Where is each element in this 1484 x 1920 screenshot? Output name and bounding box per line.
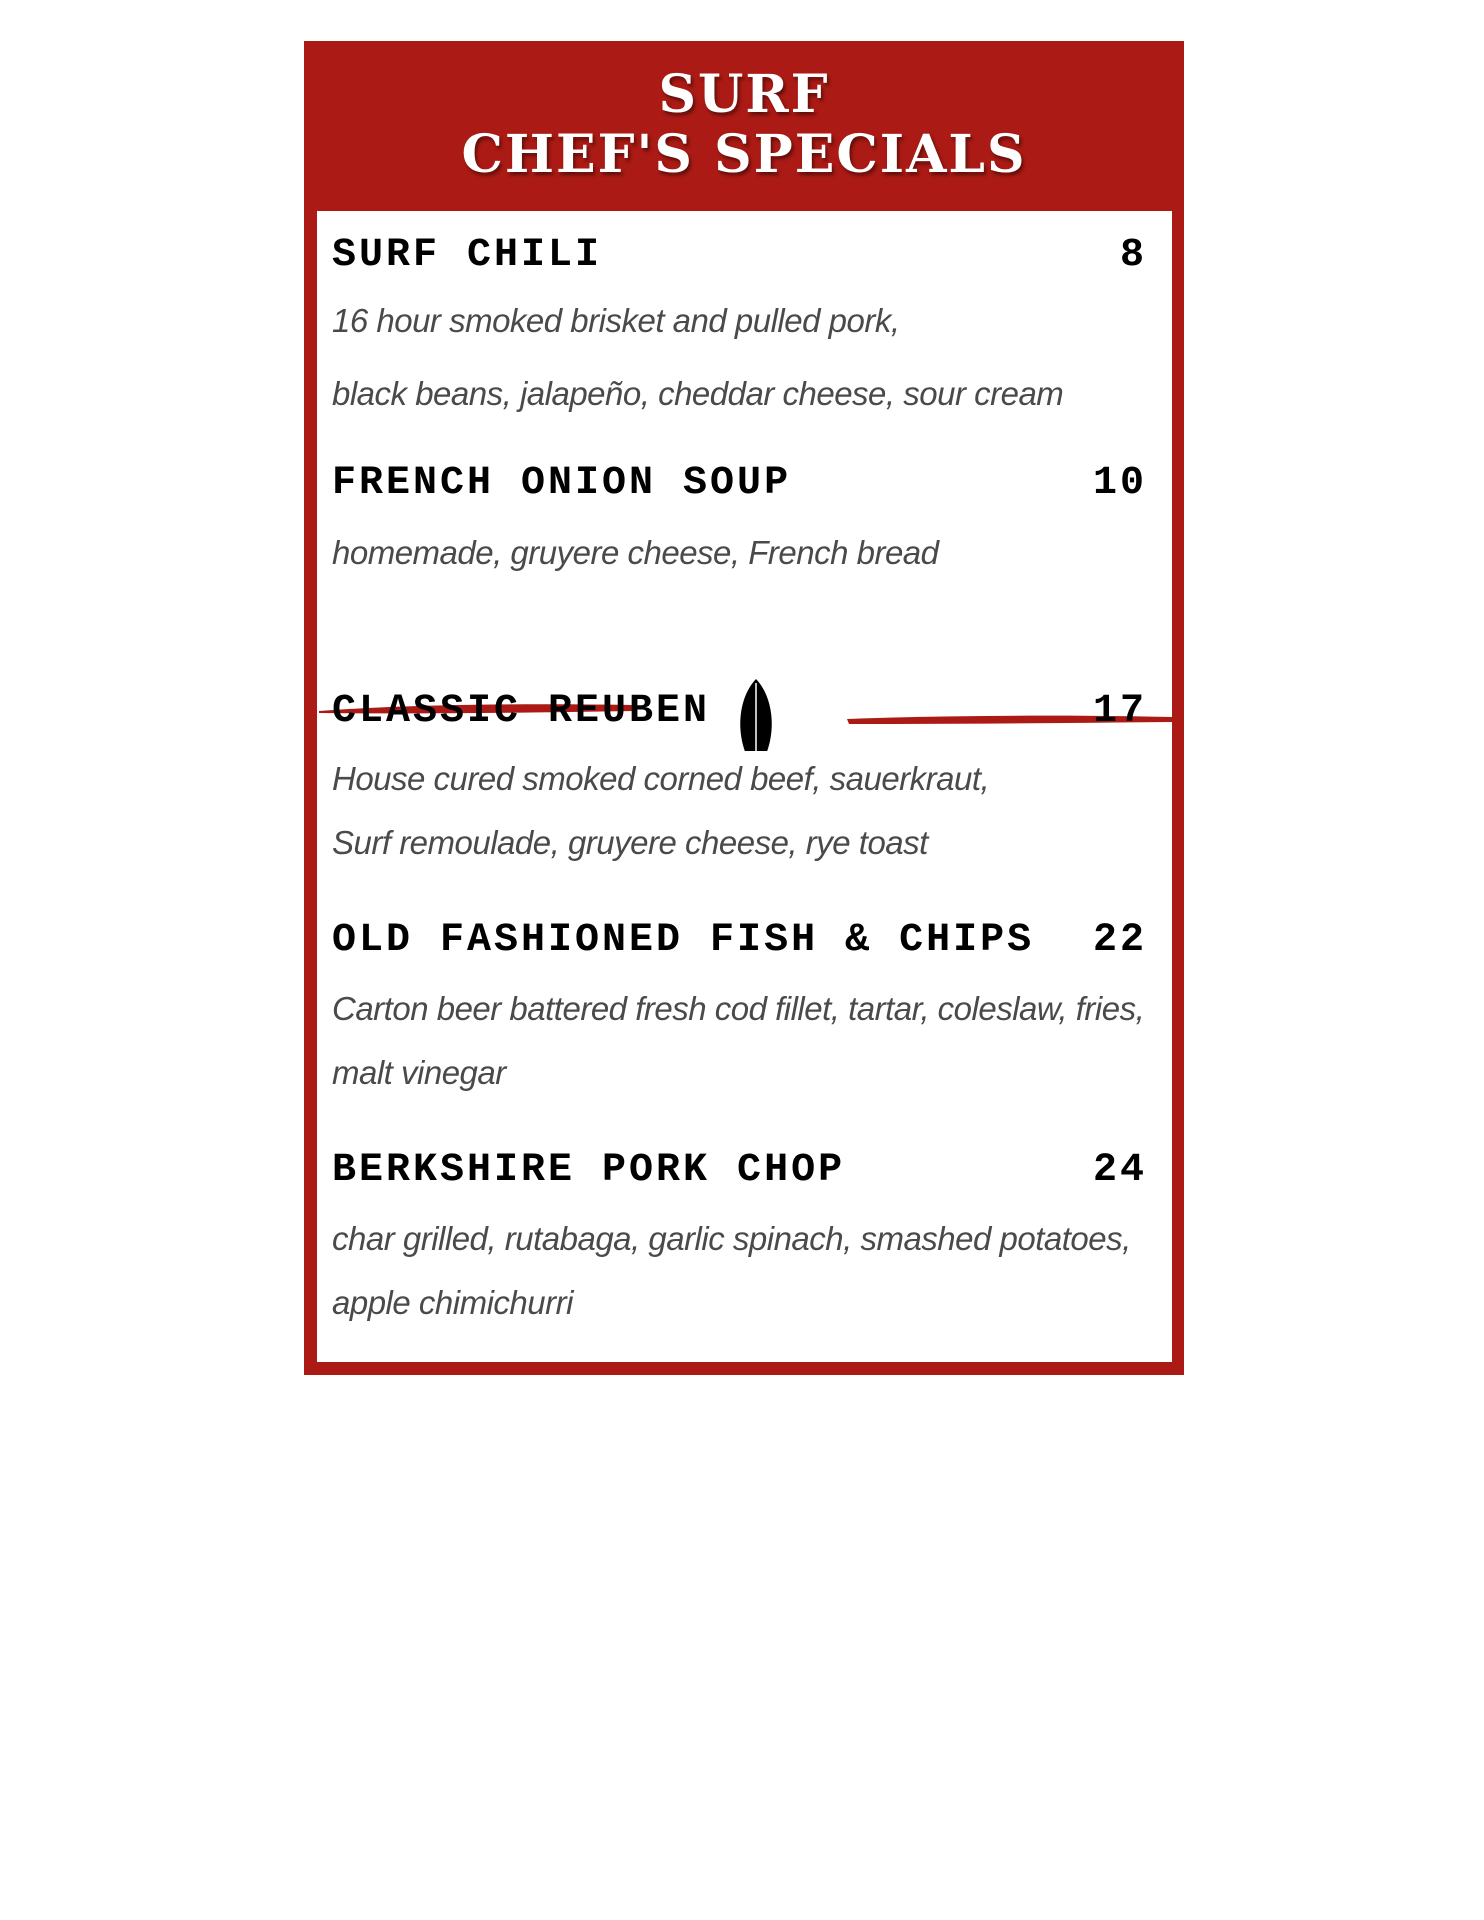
- item-price: 17: [1092, 689, 1147, 734]
- item-name: OLD FASHIONED FISH & CHIPS: [332, 918, 1035, 963]
- item-description: malt vinegar: [332, 1054, 506, 1091]
- item-price: 24: [1092, 1148, 1147, 1193]
- menu-header: [304, 41, 1184, 211]
- item-description: 16 hour smoked brisket and pulled pork,: [332, 302, 900, 339]
- item-price: 22: [1092, 918, 1147, 963]
- item-description: homemade, gruyere cheese, French bread: [332, 534, 939, 571]
- item-price: 8: [1119, 233, 1147, 278]
- menu-title: CHEF'S SPECIALS: [461, 124, 1027, 185]
- menu-item-surf-chili: [332, 231, 1147, 281]
- item-name: BERKSHIRE PORK CHOP: [332, 1148, 846, 1193]
- item-description: House cured smoked corned beef, sauerkraut,: [332, 760, 990, 797]
- restaurant-name: SURF: [658, 64, 830, 125]
- item-description: apple chimichurri: [332, 1284, 573, 1321]
- item-description: Carton beer battered fresh cod fillet, tartar, coleslaw, fries,: [332, 990, 1145, 1027]
- item-name: CLASSIC REUBEN: [332, 689, 711, 734]
- item-description: black beans, jalapeño, cheddar cheese, sour cream: [332, 375, 1064, 412]
- item-name: FRENCH ONION SOUP: [332, 461, 792, 506]
- menu-item-french-onion-soup: [332, 459, 1147, 509]
- menu-item-fish-and-chips: [332, 916, 1147, 966]
- item-description: char grilled, rutabaga, garlic spinach, smashed potatoes,: [332, 1220, 1131, 1257]
- menu-body: [317, 211, 1172, 1362]
- item-description: Surf remoulade, gruyere cheese, rye toast: [332, 824, 928, 861]
- item-name: SURF CHILI: [332, 233, 603, 278]
- menu-item-berkshire-pork-chop: [332, 1146, 1147, 1196]
- menu-item-classic-reuben: [332, 687, 1147, 737]
- menu-card: [304, 41, 1184, 1375]
- item-price: 10: [1092, 461, 1147, 506]
